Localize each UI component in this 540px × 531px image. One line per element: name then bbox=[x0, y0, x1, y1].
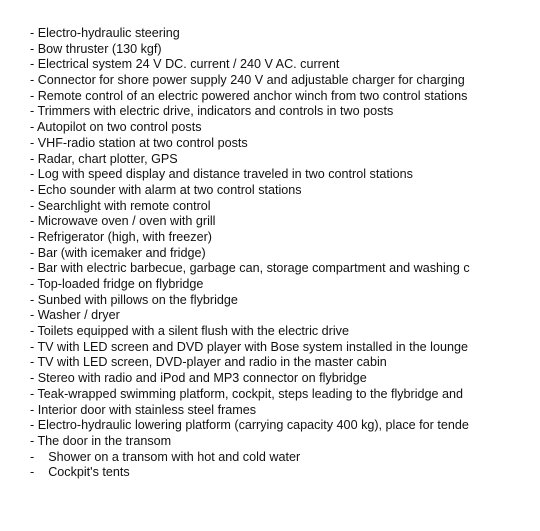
list-item: - VHF-radio station at two control posts bbox=[30, 135, 248, 150]
list-item: - Bar with electric barbecue, garbage can, storage compartment and washing c bbox=[30, 261, 470, 276]
list-item: - Refrigerator (high, with freezer) bbox=[30, 229, 212, 244]
list-item: - Teak-wrapped swimming platform, cockpit, steps leading to the flybridge and bbox=[30, 386, 464, 401]
list-item: - Electrical system 24 V DC. current / 240 V AC. current bbox=[30, 57, 340, 72]
list-item: - TV with LED screen and DVD player with Bose system installed in the lounge bbox=[30, 339, 468, 354]
list-item: - Autopilot on two control posts bbox=[30, 120, 202, 135]
list-item: - Bar (with icemaker and fridge) bbox=[30, 245, 206, 260]
list-item: - The door in the transom bbox=[30, 433, 172, 448]
list-item: - Washer / dryer bbox=[30, 308, 120, 323]
list-item: - Electro-hydraulic lowering platform (carrying capacity 400 kg), place for tende bbox=[30, 418, 469, 433]
list-item: - Searchlight with remote control bbox=[30, 198, 211, 213]
list-item: - Connector for shore power supply 240 V and adjustable charger for charging bbox=[30, 73, 465, 88]
list-item: - Bow thruster (130 kgf) bbox=[30, 41, 162, 56]
list-item: - Radar, chart plotter, GPS bbox=[30, 151, 178, 166]
list-item: - Microwave oven / oven with grill bbox=[30, 214, 216, 229]
list-item: - Stereo with radio and iPod and MP3 connector on flybridge bbox=[30, 371, 367, 386]
list-item: - Toilets equipped with a silent flush with the electric drive bbox=[30, 324, 349, 339]
list-item: - Echo sounder with alarm at two control stations bbox=[30, 182, 302, 197]
list-item: - Cockpit's tents bbox=[30, 465, 130, 480]
list-item: - Interior door with stainless steel frames bbox=[30, 402, 257, 417]
list-item: - Sunbed with pillows on the flybridge bbox=[30, 292, 238, 307]
list-item: - Trimmers with electric drive, indicators and controls in two posts bbox=[30, 104, 394, 119]
list-item: - Log with speed display and distance traveled in two control stations bbox=[30, 167, 413, 182]
list-item: - Remote control of an electric powered anchor winch from two control stations bbox=[30, 88, 468, 103]
equipment-list bbox=[30, 26, 540, 481]
list-item: - Electro-hydraulic steering bbox=[30, 26, 180, 40]
list-item: - Top-loaded fridge on flybridge bbox=[30, 277, 204, 291]
list-item: - TV with LED screen, DVD-player and radio in the master cabin bbox=[30, 355, 387, 370]
list-item: - Shower on a transom with hot and cold water bbox=[30, 449, 301, 464]
